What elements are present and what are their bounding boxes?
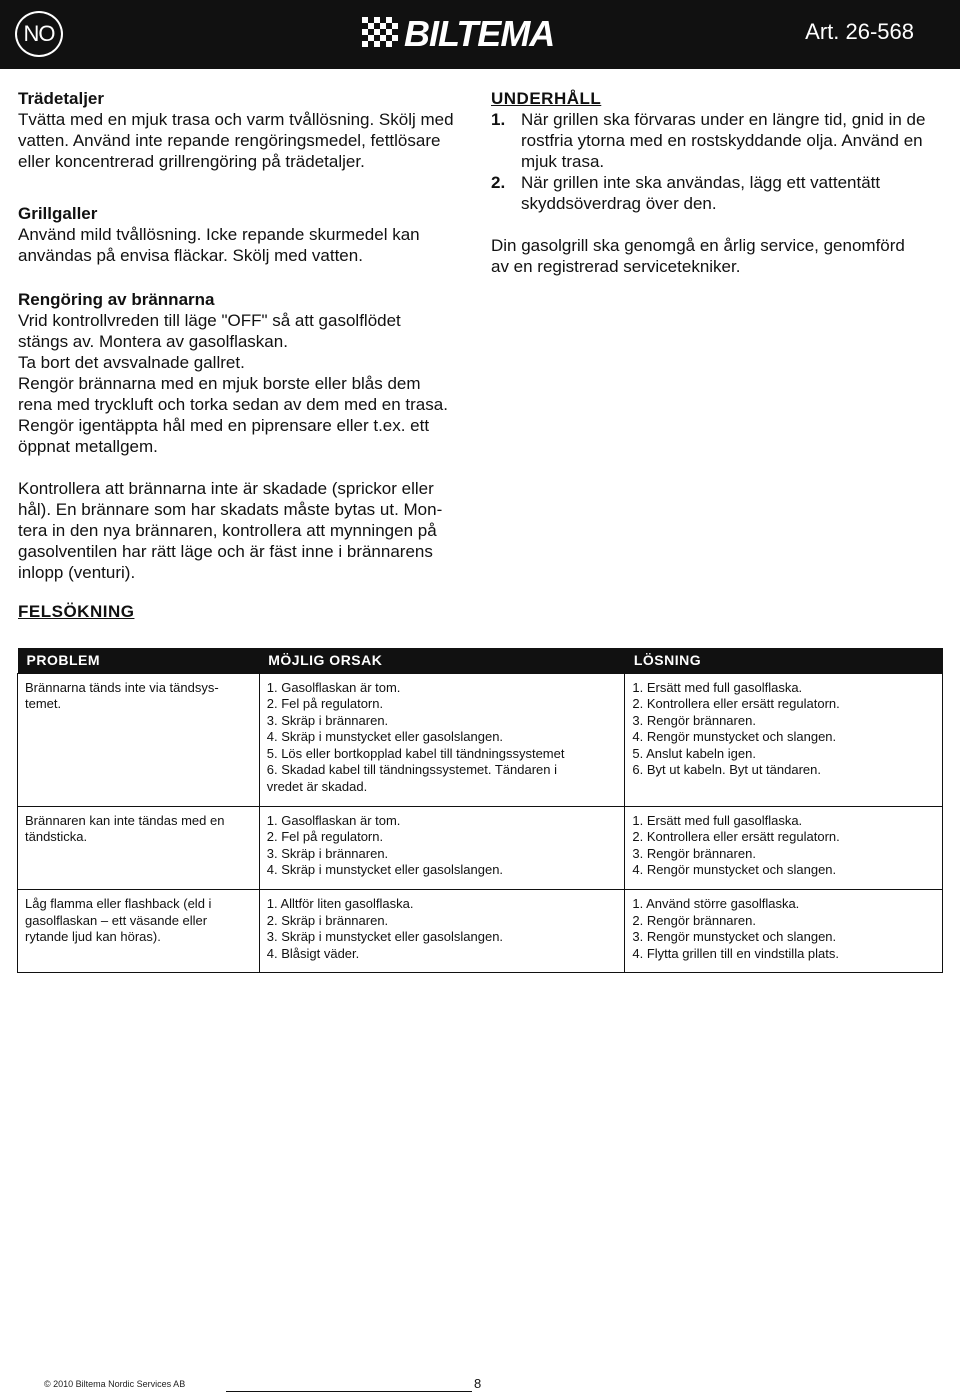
text-line: mjuk trasa. [521, 152, 605, 171]
footer-divider [226, 1391, 472, 1392]
text-line: Tvätta med en mjuk trasa och varm tvållösning. Skölj med [18, 110, 454, 129]
section-title-felsokning: FELSÖKNING [18, 602, 135, 621]
text-line: När grillen ska förvaras under en längre tid, gnid in de [521, 110, 926, 129]
text-line: öppnat metallgem. [18, 437, 158, 456]
list-number: 2. [491, 173, 506, 192]
list-number: 1. [491, 110, 506, 129]
article-number: Art. 26-568 [805, 19, 914, 44]
section-title-rengoring: Rengöring av brännarna [18, 290, 215, 309]
cell-orsak: 1. Gasolflaskan är tom. 2. Fel på regulatorn. 3. Skräp i brännaren. 4. Skräp i munstycket eller gasolslangen. [259, 806, 625, 889]
table-row [18, 806, 943, 889]
troubleshooting-table [17, 648, 943, 973]
text-line: Kontrollera att brännarna inte är skadade (sprickor eller [18, 479, 434, 498]
text-line: skyddsöverdrag över den. [521, 194, 717, 213]
checkered-flag-icon [362, 17, 400, 51]
text-line: vatten. Använd inte repande rengöringsmedel, fettlösare [18, 131, 441, 150]
list-item [491, 172, 946, 214]
cell-orsak: 1. Alltför liten gasolflaska. 2. Skräp i brännaren. 3. Skräp i munstycket eller gasolslangen. 4. Blåsigt väder. [259, 890, 625, 973]
text-line: gasolventilen har rätt läge och är fäst inne i brännarens [18, 542, 433, 561]
header-bar [0, 0, 960, 69]
text-line: rena med tryckluft och torka sedan av dem med en trasa. [18, 395, 448, 414]
table-row [18, 673, 943, 806]
cell-problem: Låg flamma eller flashback (eld i gasolflaskan – ett väsande eller rytande ljud kan höras). [18, 890, 260, 973]
language-badge: NO [15, 11, 63, 57]
section-title-tradetaljer: Trädetaljer [18, 89, 104, 108]
text-line: tera in den nya brännaren, kontrollera att mynningen på [18, 521, 437, 540]
text-line: stängs av. Montera av gasolflaskan. [18, 332, 288, 351]
text-line: Ta bort det avsvalnade gallret. [18, 353, 245, 372]
list-item [491, 109, 946, 172]
header-problem: PROBLEM [18, 648, 260, 673]
section-title-grillgaller: Grillgaller [18, 204, 98, 223]
header-losning: LÖSNING [625, 648, 943, 673]
paragraph-service [491, 235, 946, 277]
text-line: Din gasolgrill ska genomgå en årlig service, genomförd [491, 236, 905, 255]
cell-losning: 1. Ersätt med full gasolflaska. 2. Kontrollera eller ersätt regulatorn. 3. Rengör brännaren. 4. Rengör munstycket och slangen. [625, 806, 943, 889]
table-row [18, 890, 943, 973]
text-line: Använd mild tvållösning. Icke repande skurmedel kan [18, 225, 420, 244]
paragraph-grillgaller [18, 224, 468, 266]
paragraph-tradetaljer [18, 109, 468, 172]
text-line: hål). En brännare som har skadats måste bytas ut. Mon- [18, 500, 443, 519]
paragraph-rengoring [18, 310, 468, 457]
brand-name: BILTEMA [404, 13, 555, 54]
cell-problem: Brännaren kan inte tändas med en tändsticka. [18, 806, 260, 889]
brand-logo [362, 14, 554, 54]
text-line: användas på envisa fläckar. Skölj med vatten. [18, 246, 363, 265]
text-line: eller koncentrerad grillrengöring på trädetaljer. [18, 152, 365, 171]
maintenance-list [491, 109, 946, 214]
cell-problem: Brännarna tänds inte via tändsys- temet. [18, 673, 260, 806]
cell-losning: 1. Använd större gasolflaska. 2. Rengör brännaren. 3. Rengör munstycket och slangen. 4. Flytta grillen till en vindstilla plats. [625, 890, 943, 973]
page-number: 8 [474, 1376, 482, 1391]
paragraph-kontrollera [18, 478, 468, 583]
cell-losning: 1. Ersätt med full gasolflaska. 2. Kontrollera eller ersätt regulatorn. 3. Rengör brännaren. 4. Rengör munstycket och slangen. 5. Anslut kabeln igen. 6. Byt ut kabeln. Byt ut tändaren. [625, 673, 943, 806]
text-line: av en registrerad servicetekniker. [491, 257, 741, 276]
text-line: rostfria ytorna med en rostskyddande olja. Använd en [521, 131, 923, 150]
text-line: Rengör igentäppta hål med en piprensare eller t.ex. ett [18, 416, 430, 435]
section-title-underhall: UNDERHÅLL [491, 89, 602, 108]
header-orsak: MÖJLIG ORSAK [259, 648, 625, 673]
footer-copyright: © 2010 Biltema Nordic Services AB [44, 1379, 186, 1389]
text-line: Vrid kontrollvreden till läge "OFF" så att gasolflödet [18, 311, 401, 330]
text-line: inlopp (venturi). [18, 563, 136, 582]
left-column [18, 88, 468, 583]
text-line: När grillen inte ska användas, lägg ett vattentätt [521, 173, 881, 192]
table-header-row [18, 648, 943, 673]
text-line: Rengör brännarna med en mjuk borste eller blås dem [18, 374, 421, 393]
cell-orsak: 1. Gasolflaskan är tom. 2. Fel på regulatorn. 3. Skräp i brännaren. 4. Skräp i munstycket eller gasolslangen. 5. Lös eller bortkopplad kabel till tändningssystemet 6. Skadad kabel till tändningssystemet. Tändaren i vredet är skadad. [259, 673, 625, 806]
right-column [491, 88, 946, 277]
